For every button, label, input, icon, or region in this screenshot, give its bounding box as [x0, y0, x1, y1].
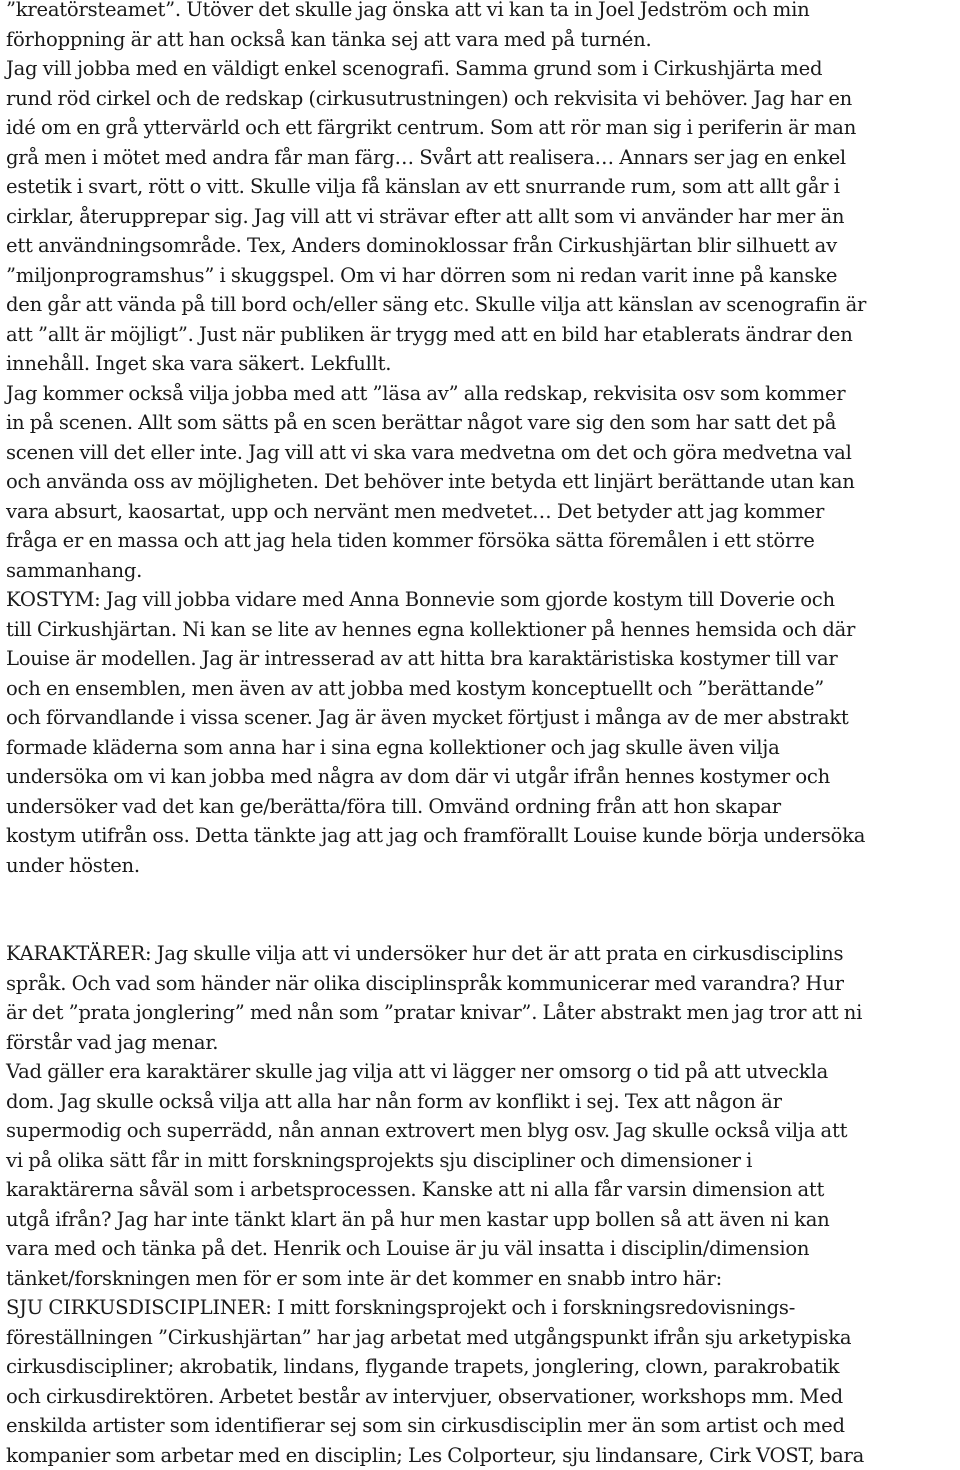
text-line: vi på olika sätt får in mitt forskningsprojekts sju discipliner och dimensioner i: [6, 1146, 958, 1176]
text-line: formade kläderna som anna har i sina egna kollektioner och jag skulle även vilja: [6, 733, 958, 763]
text-line: ett användningsområde. Tex, Anders dominoklossar från Cirkushjärtan blir silhuett av: [6, 231, 958, 261]
text-line: rund röd cirkel och de redskap (cirkusutrustningen) och rekvisita vi behöver. Jag har en: [6, 84, 958, 114]
text-line: sammanhang.: [6, 556, 958, 586]
text-line: förstår vad jag menar.: [6, 1028, 958, 1058]
text-line: och en ensemblen, men även av att jobba med kostym konceptuellt och ”berättande”: [6, 674, 958, 704]
text-line: idé om en grå yttervärld och ett färgrikt centrum. Som att rör man sig i periferin är man: [6, 113, 958, 143]
text-line: och förvandlande i vissa scener. Jag är även mycket förtjust i många av de mer abstrakt: [6, 703, 958, 733]
text-line: Jag vill jobba med en väldigt enkel scenografi. Samma grund som i Cirkushjärta med: [6, 54, 958, 84]
text-line: undersöker vad det kan ge/berätta/föra till. Omvänd ordning från att hon skapar: [6, 792, 958, 822]
text-line: Vad gäller era karaktärer skulle jag vilja att vi lägger ner omsorg o tid på att utveckla: [6, 1057, 958, 1087]
text-line: supermodig och superrädd, nån annan extrovert men blyg osv. Jag skulle också vilja att: [6, 1116, 958, 1146]
text-line: föreställningen ”Cirkushjärtan” har jag arbetat med utgångspunkt ifrån sju arketypiska: [6, 1323, 958, 1353]
text-line: fråga er en massa och att jag hela tiden kommer försöka sätta föremålen i ett större: [6, 526, 958, 556]
text-line: tänket/forskningen men för er som inte är det kommer en snabb intro här:: [6, 1264, 958, 1294]
text-line: Jag kommer också vilja jobba med att ”läsa av” alla redskap, rekvisita osv som kommer: [6, 379, 958, 409]
text-line: Louise är modellen. Jag är intresserad av att hitta bra karaktäristiska kostymer till var: [6, 644, 958, 674]
text-line: karaktärerna såväl som i arbetsprocessen. Kanske att ni alla får varsin dimension att: [6, 1175, 958, 1205]
text-line: utgå ifrån? Jag har inte tänkt klart än på hur men kastar upp bollen så att även ni kan: [6, 1205, 958, 1235]
text-line: förhoppning är att han också kan tänka sej att vara med på turnén.: [6, 25, 958, 55]
text-line: cirklar, återupprepar sig. Jag vill att vi strävar efter att allt som vi använder har mer än: [6, 202, 958, 232]
text-line: cirkusdiscipliner; akrobatik, lindans, flygande trapets, jonglering, clown, parakrobatik: [6, 1352, 958, 1382]
text-line: ”miljonprogramshus” i skuggspel. Om vi har dörren som ni redan varit inne på kanske: [6, 261, 958, 291]
text-line: SJU CIRKUSDISCIPLINER: I mitt forskningsprojekt och i forskningsredovisnings-: [6, 1293, 958, 1323]
text-line: kompanier som arbetar med en disciplin; Les Colporteur, sju lindansare, Cirk VOST, bara: [6, 1441, 958, 1470]
text-line: och cirkusdirektören. Arbetet består av intervjuer, observationer, workshops mm. Med: [6, 1382, 958, 1412]
text-line: att ”allt är möjligt”. Just när publiken är trygg med att en bild har etablerats ändrar den: [6, 320, 958, 350]
text-line: ”kreatörsteamet”. Utöver det skulle jag önska att vi kan ta in Joel Jedström och min: [6, 0, 958, 25]
text-line: dom. Jag skulle också vilja att alla har nån form av konflikt i sej. Tex att någon är: [6, 1087, 958, 1117]
text-line: till Cirkushjärtan. Ni kan se lite av hennes egna kollektioner på hennes hemsida och där: [6, 615, 958, 645]
text-line: och använda oss av möjligheten. Det behöver inte betyda ett linjärt berättande utan kan: [6, 467, 958, 497]
text-line: estetik i svart, rött o vitt. Skulle vilja få känslan av ett snurrande rum, som att allt går i: [6, 172, 958, 202]
text-line: undersöka om vi kan jobba med några av dom där vi utgår ifrån hennes kostymer och: [6, 762, 958, 792]
text-line: vara med och tänka på det. Henrik och Louise är ju väl insatta i disciplin/dimension: [6, 1234, 958, 1264]
text-line: enskilda artister som identifierar sej som sin cirkusdisciplin mer än som artist och med: [6, 1411, 958, 1441]
text-line: innehåll. Inget ska vara säkert. Lekfullt.: [6, 349, 958, 379]
text-line: grå men i mötet med andra får man färg… Svårt att realisera… Annars ser jag en enkel: [6, 143, 958, 173]
text-line: in på scenen. Allt som sätts på en scen berättar något vare sig den som har satt det på: [6, 408, 958, 438]
text-line: under hösten.: [6, 851, 958, 881]
text-block-karaktarer: [6, 939, 958, 1470]
text-line: den går att vända på till bord och/eller säng etc. Skulle vilja att känslan av scenografin är: [6, 290, 958, 320]
text-line: KARAKTÄRER: Jag skulle vilja att vi undersöker hur det är att prata en cirkusdisciplins: [6, 939, 958, 969]
text-block-scenografi-kostym: [6, 0, 958, 880]
text-line: vara absurt, kaosartat, upp och nervänt men medvetet… Det betyder att jag kommer: [6, 497, 958, 527]
paragraph-gap: [6, 880, 958, 939]
text-line: kostym utifrån oss. Detta tänkte jag att jag och framförallt Louise kunde börja undersöka: [6, 821, 958, 851]
text-line: är det ”prata jonglering” med nån som ”pratar knivar”. Låter abstrakt men jag tror att ni: [6, 998, 958, 1028]
text-line: scenen vill det eller inte. Jag vill att vi ska vara medvetna om det och göra medvetna val: [6, 438, 958, 468]
text-line: språk. Och vad som händer när olika disciplinspråk kommunicerar med varandra? Hur: [6, 969, 958, 999]
text-line: KOSTYM: Jag vill jobba vidare med Anna Bonnevie som gjorde kostym till Doverie och: [6, 585, 958, 615]
document-page: [6, 0, 958, 1470]
